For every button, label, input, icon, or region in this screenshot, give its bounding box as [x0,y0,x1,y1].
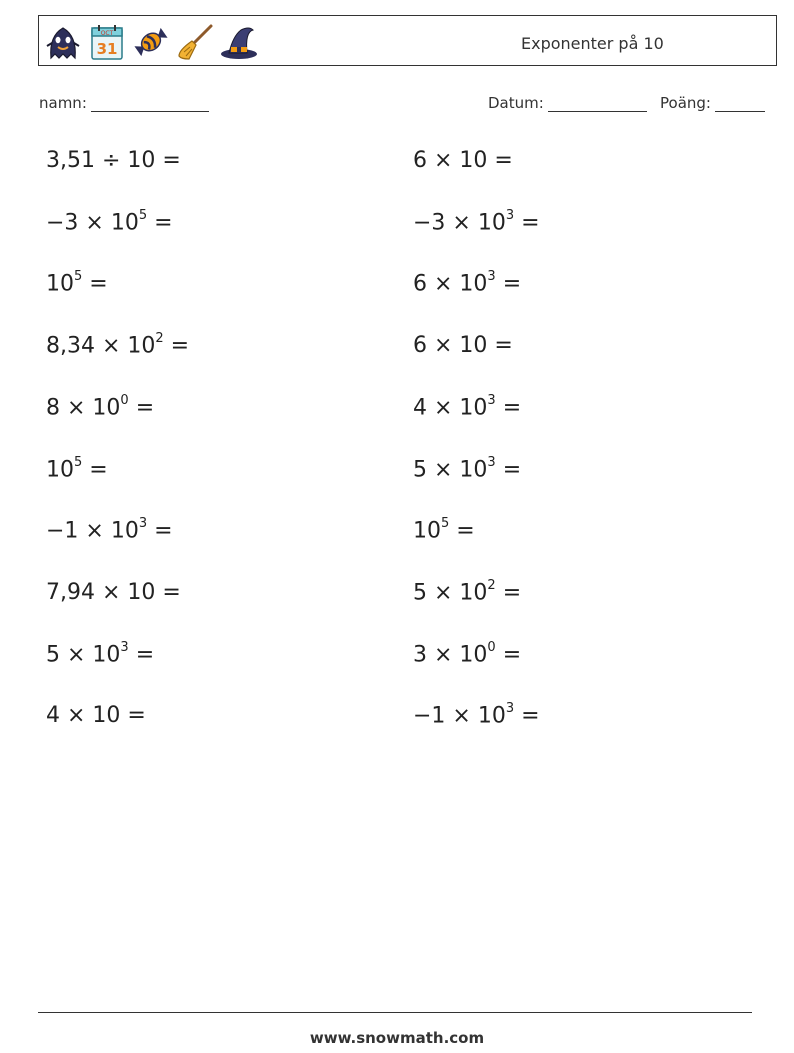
problem-expression: 3 × 10 [413,642,488,668]
problem-expression: 5 × 10 [413,580,488,606]
date-field[interactable] [488,94,647,112]
problem-left-4 [46,333,189,358]
problem-left-6 [46,457,108,482]
problem-equals: = [155,580,181,605]
problem-exponent: 5 [138,208,148,223]
problem-left-1 [46,148,181,173]
worksheet-header [38,15,777,66]
problem-expression: 6 × 10 [413,333,488,358]
problem-right-4 [413,333,513,358]
problem-equals: = [487,333,513,358]
name-field[interactable] [39,94,209,112]
problem-exponent: 5 [74,269,83,284]
problem-exponent: 0 [487,640,496,655]
score-field[interactable] [660,94,765,112]
worksheet-title: Exponenter på 10 [521,34,664,53]
broom-icon [175,22,215,62]
name-blank[interactable] [91,96,209,112]
score-label: Poäng: [660,94,711,112]
problem-right-9 [413,642,521,667]
problem-right-7 [413,518,475,543]
problem-right-1 [413,148,513,173]
problem-right-2 [413,210,540,235]
problem-expression: −1 × 10 [413,703,506,729]
problem-exponent: 3 [505,208,515,223]
problem-left-7 [46,518,173,543]
problem-equals: = [82,457,108,483]
ghost-icon [43,22,83,62]
problem-expression: 7,94 × 10 [46,580,156,605]
problem-equals: = [495,580,522,606]
score-blank[interactable] [715,96,765,112]
problem-equals: = [449,518,475,544]
problem-expression: −3 × 10 [46,210,139,236]
problem-right-8 [413,580,521,605]
problem-exponent: 5 [74,455,83,470]
problem-exponent: 3 [487,455,496,470]
calendar-day: 31 [96,39,118,58]
problem-equals: = [514,703,540,729]
problem-exponent: 5 [441,516,450,531]
problem-equals: = [495,271,522,297]
problem-equals: = [495,395,522,421]
problem-exponent: 3 [487,269,496,284]
problem-equals: = [120,703,146,728]
problem-left-9 [46,642,154,667]
problem-expression: 10 [46,271,74,297]
problem-equals: = [495,642,522,668]
problem-expression: 4 × 10 [413,395,488,421]
problem-expression: 8,34 × 10 [46,333,156,359]
problem-equals: = [82,271,108,297]
problem-right-6 [413,457,521,482]
problem-expression: 5 × 10 [413,457,488,483]
problem-equals: = [163,333,190,359]
problem-equals: = [487,148,513,173]
date-label: Datum: [488,94,544,112]
calendar-icon [87,22,127,62]
problem-exponent: 0 [120,393,129,408]
problem-left-8 [46,580,181,605]
header-icons [43,20,259,63]
problem-exponent: 3 [487,393,496,408]
problem-expression: 10 [46,457,74,483]
candy-icon [131,22,171,62]
problem-expression: 6 × 10 [413,271,488,297]
date-blank[interactable] [548,96,647,112]
problem-exponent: 3 [120,640,129,655]
problem-expression: −3 × 10 [413,210,506,236]
problem-left-2 [46,210,173,235]
problem-left-10 [46,703,146,728]
problem-right-10 [413,703,540,728]
problem-equals: = [147,210,173,236]
problem-expression: 8 × 10 [46,395,121,421]
problem-equals: = [128,642,155,668]
witch-hat-icon [219,22,259,62]
problem-equals: = [147,518,173,544]
problem-expression: 5 × 10 [46,642,121,668]
problem-left-5 [46,395,154,420]
problem-equals: = [128,395,155,421]
problem-expression: 3,51 ÷ 10 [46,148,156,173]
problem-expression: 6 × 10 [413,148,488,173]
problem-equals: = [155,148,181,173]
calendar-month: OCT [100,29,114,37]
footer-url: www.snowmath.com [309,1029,485,1047]
problem-exponent: 3 [138,516,148,531]
problem-exponent: 3 [505,701,515,716]
problem-expression: −1 × 10 [46,518,139,544]
problem-equals: = [495,457,522,483]
problem-right-3 [413,271,521,296]
footer-divider [38,1012,752,1013]
problem-expression: 10 [413,518,441,544]
problem-equals: = [514,210,540,236]
name-label: namn: [39,94,87,112]
problem-expression: 4 × 10 [46,703,121,728]
problem-left-3 [46,271,108,296]
problem-exponent: 2 [155,331,164,346]
problem-exponent: 2 [487,578,496,593]
problem-right-5 [413,395,521,420]
